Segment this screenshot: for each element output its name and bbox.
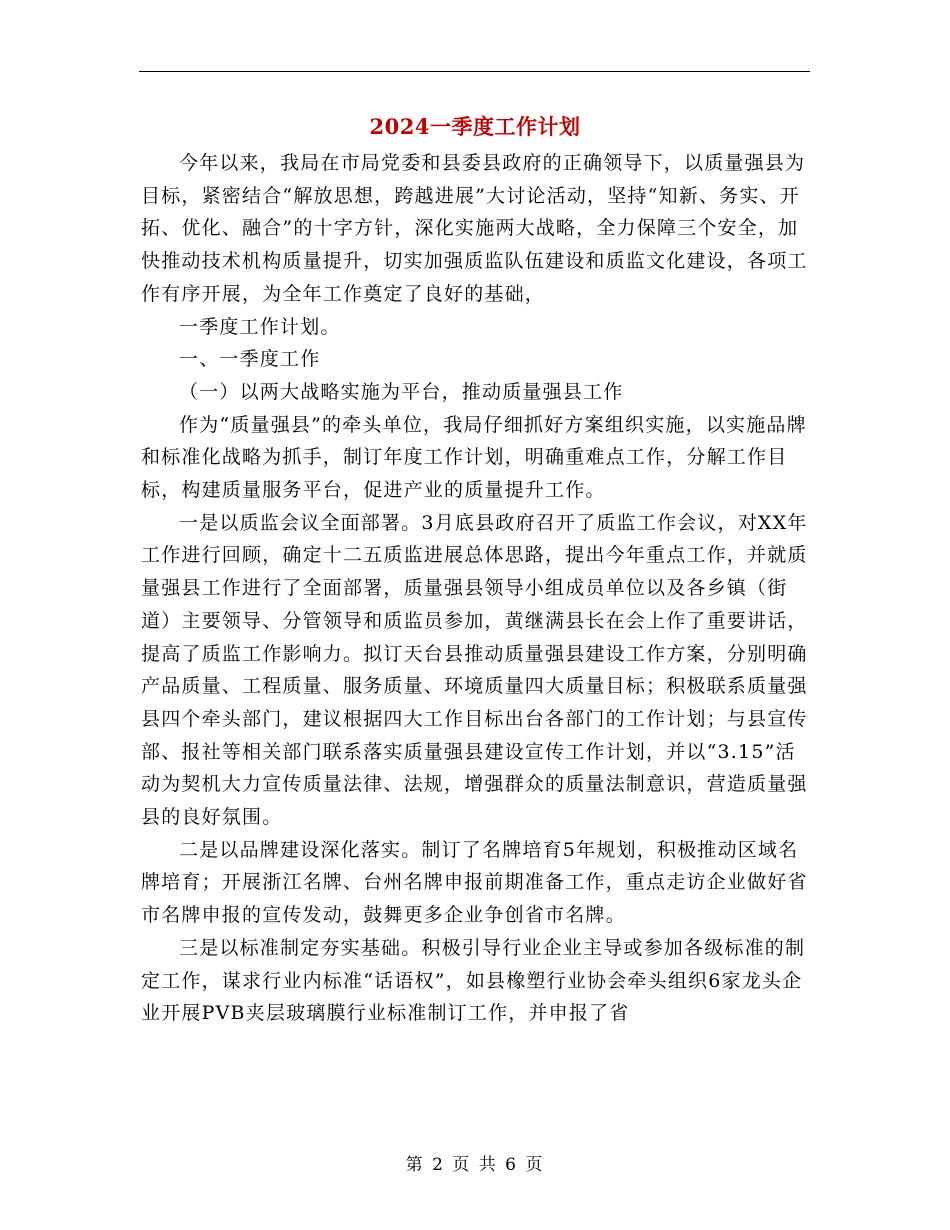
paragraph-point-1: 一是以质监会议全面部署。3月底县政府召开了质监工作会议，对XX年工作进行回顾，确定十二五质监进展总体思路，提出今年重点工作，并就质量强县工作进行了全面部署，质量强县领导小组成员单位以及各乡镇（街道）主要领导、分管领导和质监员参加，黄继满县长在会上作了重要讲话，提高了质监工作影响力。拟订天台县推动质量强县建设工作方案，分别明确产品质量、工程质量、服务质量、环境质量四大质量目标；积极联系质量强县四个牵头部门，建议根据四大工作目标出台各部门的工作计划；与县宣传部、报社等相关部门联系落实质量强县建设宣传工作计划，并以“3.15”活动为契机大力宣传质量法律、法规，增强群众的质量法制意识，营造质量强县的良好氛围。: [141, 511, 808, 829]
header-rule: [139, 71, 810, 72]
paragraph-plan-heading: 一季度工作计划。: [179, 315, 341, 338]
document-body: [141, 147, 809, 1030]
paragraph-lead-unit: 作为“质量强县”的牵头单位，我局仔细抓好方案组织实施，以实施品牌和标准化战略为抓手，制订年度工作计划，明确重难点工作，分解工作目标，构建质量服务平台，促进产业的质量提升工作。: [141, 413, 807, 502]
section-heading-1: 一、一季度工作: [179, 348, 321, 371]
paragraph-point-2: 二是以品牌建设深化落实。制订了名牌培育5年规划，积极推动区域名牌培育；开展浙江名牌、台州名牌申报前期准备工作，重点走访企业做好省市名牌申报的宣传发动，鼓舞更多企业争创省市名牌。: [141, 838, 808, 927]
paragraph-intro: 今年以来，我局在市局党委和县委县政府的正确领导下，以质量强县为目标，紧密结合“解放思想，跨越进展”大讨论活动，坚持“知新、务实、开拓、优化、融合”的十字方针，深化实施两大战略，全力保障三个安全，加快推动技术机构质量提升，切实加强质监队伍建设和质监文化建设，各项工作有序开展，为全年工作奠定了良好的基础，: [141, 152, 808, 305]
page-number: 第 2 页 共 6 页: [405, 1155, 545, 1175]
document-title: 2024一季度工作计划: [369, 114, 581, 139]
paragraph-point-3: 三是以标准制定夯实基础。积极引导行业企业主导或参加各级标准的制定工作，谋求行业内标准“话语权”，如县橡塑行业协会牵头组织6家龙头企业开展PVB夹层玻璃膜行业标准制订工作，并申报了省: [141, 936, 806, 1025]
subsection-heading-1: （一）以两大战略实施为平台，推动质量强县工作: [179, 380, 624, 403]
